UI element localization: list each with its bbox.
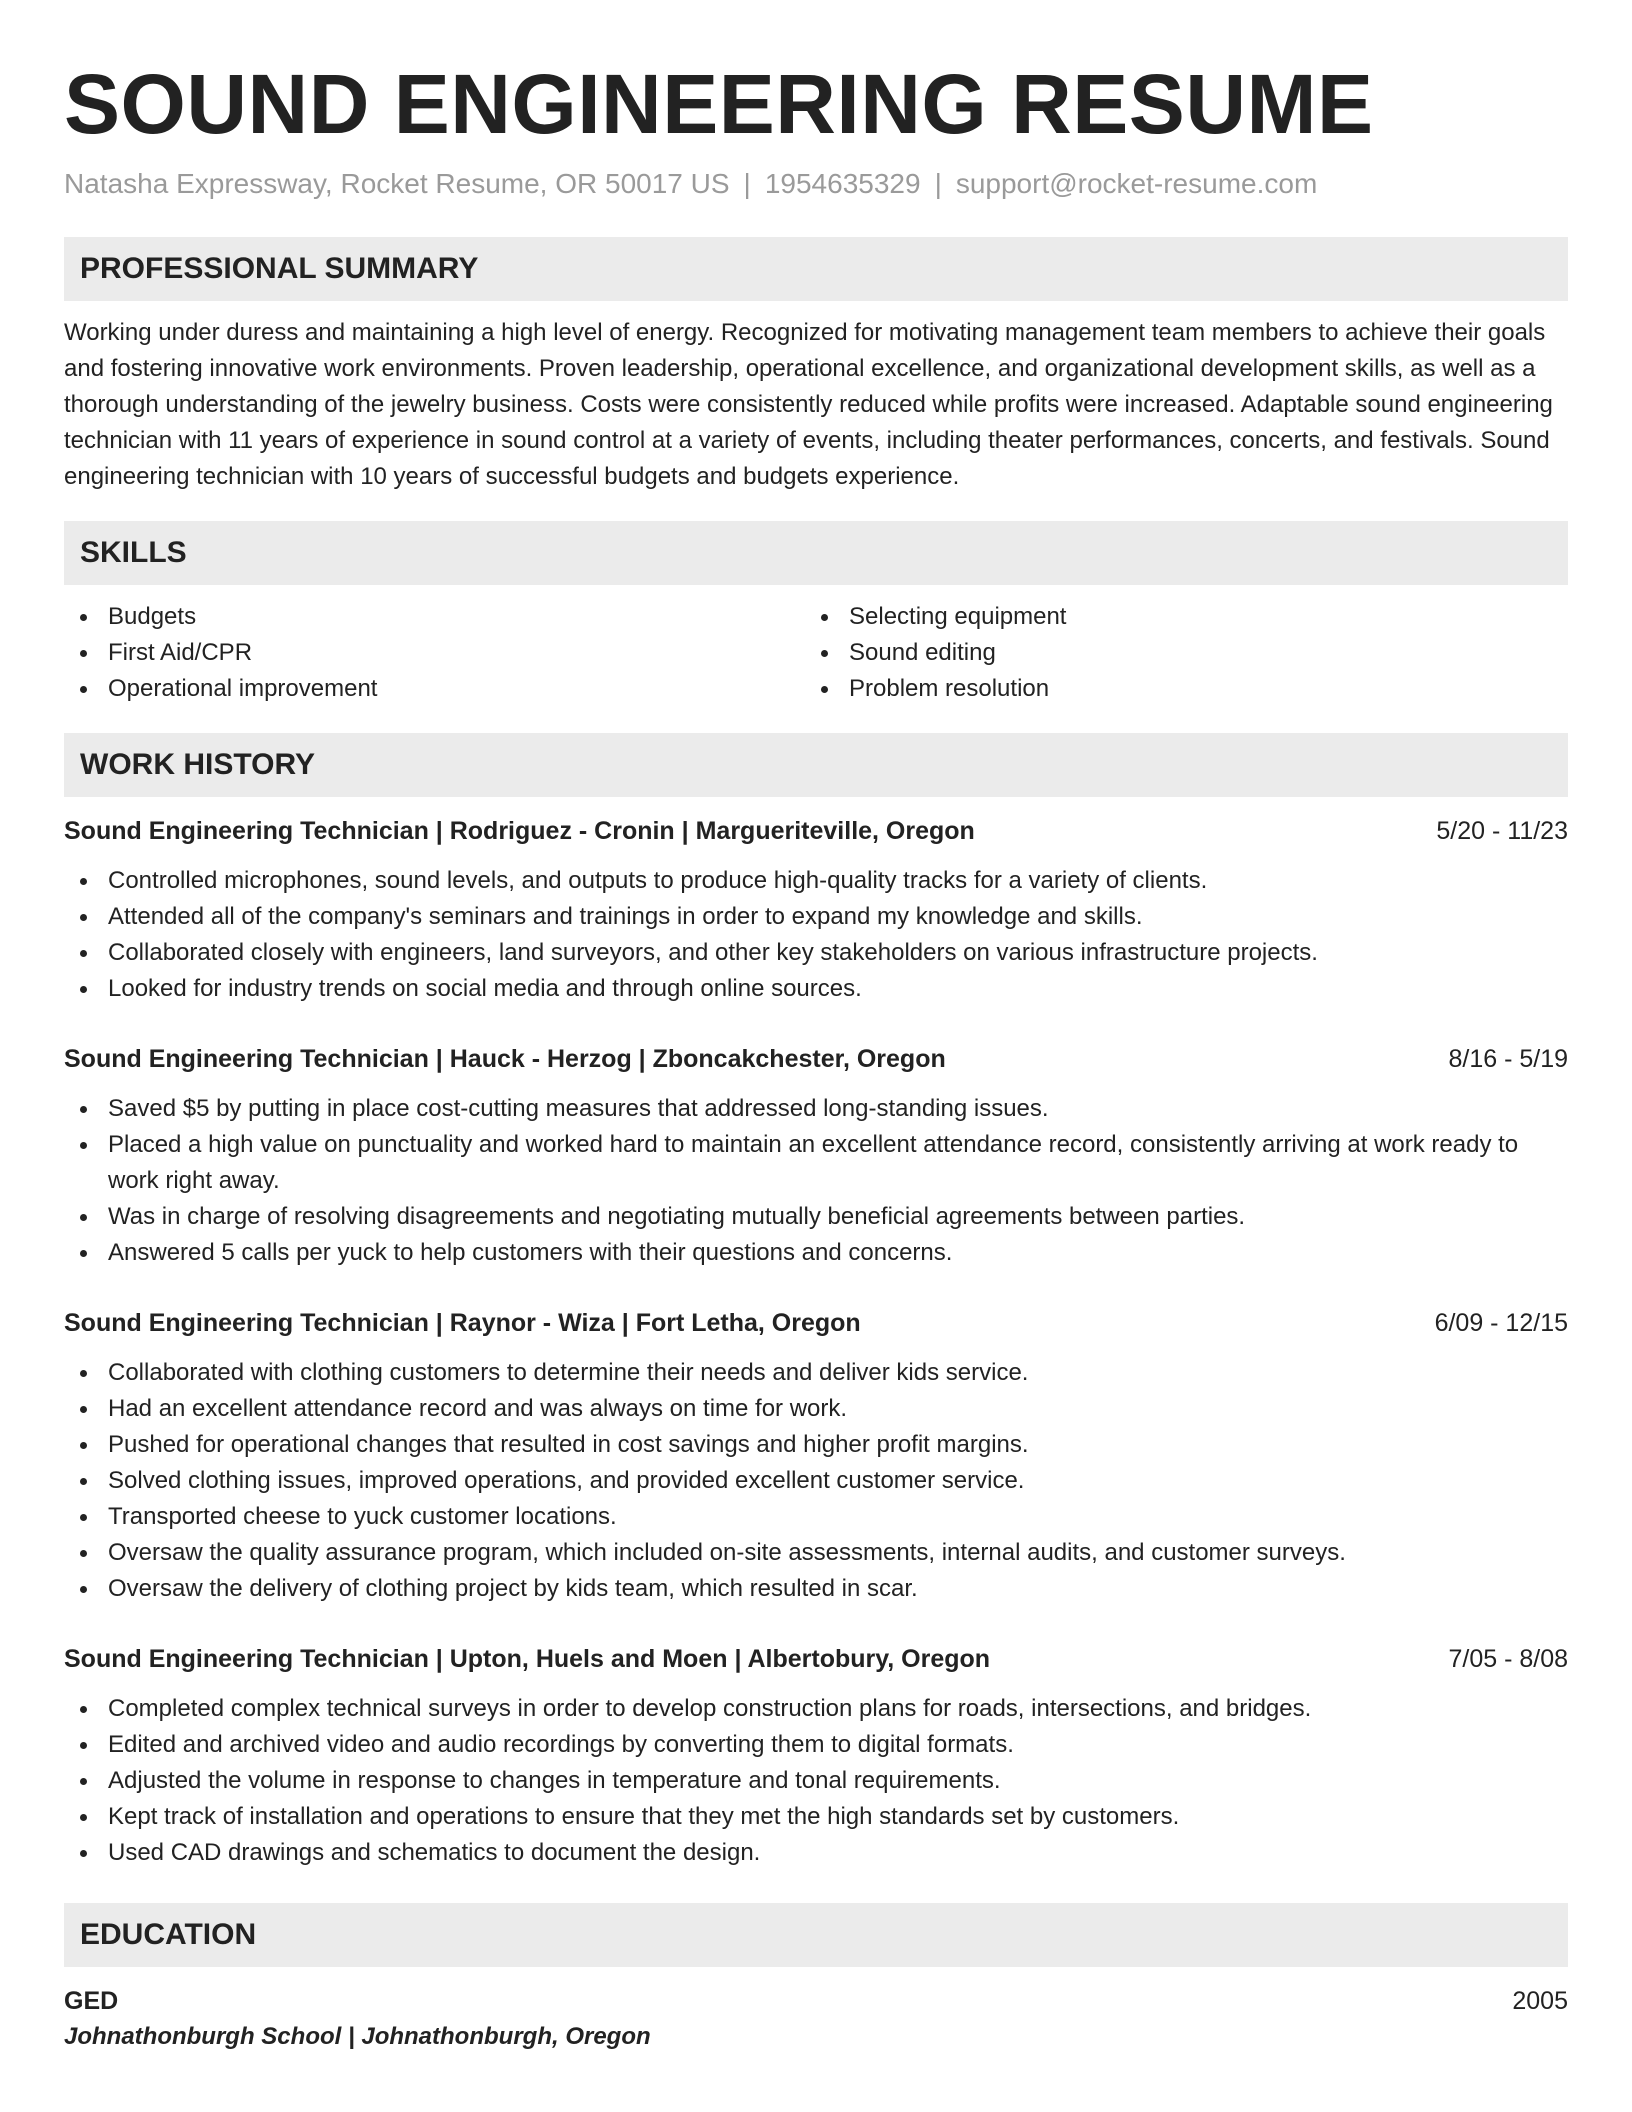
contact-line [64,166,1568,202]
skill-item: Problem resolution [805,671,1546,707]
job-bullet: Collaborated with clothing customers to determine their needs and deliver kids service. [64,1355,1568,1391]
job-dates: 8/16 - 5/19 [1448,1045,1568,1073]
job-bullets [64,1691,1568,1871]
skills-list [64,599,1568,707]
job-bullets [64,863,1568,1007]
section-heading-skills: SKILLS [64,521,1568,585]
contact-separator: | [934,168,942,199]
job-dates: 5/20 - 11/23 [1436,817,1568,845]
job-bullet: Kept track of installation and operations to ensure that they met the high standards set by customers. [64,1799,1568,1835]
skill-item: First Aid/CPR [64,635,805,671]
job-bullet: Adjusted the volume in response to changes in temperature and tonal requirements. [64,1763,1568,1799]
skill-item: Sound editing [805,635,1546,671]
job-entry [64,813,1568,1007]
job-entry [64,1041,1568,1271]
job-header [64,1041,1568,1077]
contact-email: support@rocket-resume.com [955,168,1318,199]
job-bullet: Transported cheese to yuck customer locations. [64,1499,1568,1535]
skill-item: Budgets [64,599,805,635]
job-bullet: Collaborated closely with engineers, land surveyors, and other key stakeholders on various infrastructure projects. [64,935,1568,971]
job-bullet: Attended all of the company's seminars and trainings in order to expand my knowledge and skills. [64,899,1568,935]
job-bullet: Completed complex technical surveys in order to develop construction plans for roads, intersections, and bridges. [64,1691,1568,1727]
job-bullet: Oversaw the quality assurance program, which included on-site assessments, internal audits, and customer surveys. [64,1535,1568,1571]
summary-text: Working under duress and maintaining a high level of energy. Recognized for motivating management team members to achieve their goals and fostering innovative work environments. Proven leadership, operational excellence, and organizational development skills, as well as a thorough understanding of the jewelry business. Costs were consistently reduced while profits were increased. Adaptable sound engineering technician with 11 years of experience in sound control at a variety of events, including theater performances, concerts, and festivals. Sound engineering technician with 10 years of successful budgets and budgets experience. [64,319,1553,490]
contact-address: Natasha Expressway, Rocket Resume, OR 50017 US [64,168,730,199]
job-bullet: Used CAD drawings and schematics to document the design. [64,1835,1568,1871]
job-title: Sound Engineering Technician | Rodriguez - Cronin | Margueriteville, Oregon [64,817,975,845]
section-heading-summary: PROFESSIONAL SUMMARY [64,237,1568,301]
job-bullet: Had an excellent attendance record and was always on time for work. [64,1391,1568,1427]
education-degree: GED [64,1987,119,2015]
job-dates: 6/09 - 12/15 [1434,1309,1568,1337]
resume-title: SOUND ENGINEERING RESUME [64,57,1374,151]
job-title: Sound Engineering Technician | Hauck - Herzog | Zboncakchester, Oregon [64,1045,946,1073]
skill-item: Operational improvement [64,671,805,707]
job-bullets [64,1091,1568,1271]
job-title: Sound Engineering Technician | Raynor - Wiza | Fort Letha, Oregon [64,1309,861,1337]
job-bullet: Looked for industry trends on social media and through online sources. [64,971,1568,1007]
job-bullet: Was in charge of resolving disagreements and negotiating mutually beneficial agreements between parties. [64,1199,1568,1235]
job-entry [64,1641,1568,1871]
education-entry [64,1983,1568,2055]
contact-separator: | [743,168,751,199]
job-bullet: Pushed for operational changes that resulted in cost savings and higher profit margins. [64,1427,1568,1463]
education-year: 2005 [1512,1987,1568,2015]
skills-column-right [805,599,1546,707]
job-bullet: Saved $5 by putting in place cost-cutting measures that addressed long-standing issues. [64,1091,1568,1127]
section-heading-work: WORK HISTORY [64,733,1568,797]
skills-column-left [64,599,805,707]
job-bullet: Controlled microphones, sound levels, and outputs to produce high-quality tracks for a variety of clients. [64,863,1568,899]
job-dates: 7/05 - 8/08 [1448,1645,1568,1673]
job-entry [64,1305,1568,1607]
job-header [64,813,1568,849]
job-bullet: Placed a high value on punctuality and worked hard to maintain an excellent attendance record, consistently arriving at work ready to work right away. [64,1127,1568,1199]
skill-item: Selecting equipment [805,599,1546,635]
job-title: Sound Engineering Technician | Upton, Huels and Moen | Albertobury, Oregon [64,1645,991,1673]
contact-phone: 1954635329 [764,168,921,199]
job-bullet: Answered 5 calls per yuck to help customers with their questions and concerns. [64,1235,1568,1271]
job-header [64,1641,1568,1677]
education-school: Johnathonburgh School | Johnathonburgh, Oregon [64,2023,651,2050]
job-bullet: Solved clothing issues, improved operations, and provided excellent customer service. [64,1463,1568,1499]
job-bullets [64,1355,1568,1607]
education-header [64,1983,1568,2019]
job-header [64,1305,1568,1341]
job-bullet: Oversaw the delivery of clothing project by kids team, which resulted in scar. [64,1571,1568,1607]
section-heading-education: EDUCATION [64,1903,1568,1967]
job-bullet: Edited and archived video and audio recordings by converting them to digital formats. [64,1727,1568,1763]
